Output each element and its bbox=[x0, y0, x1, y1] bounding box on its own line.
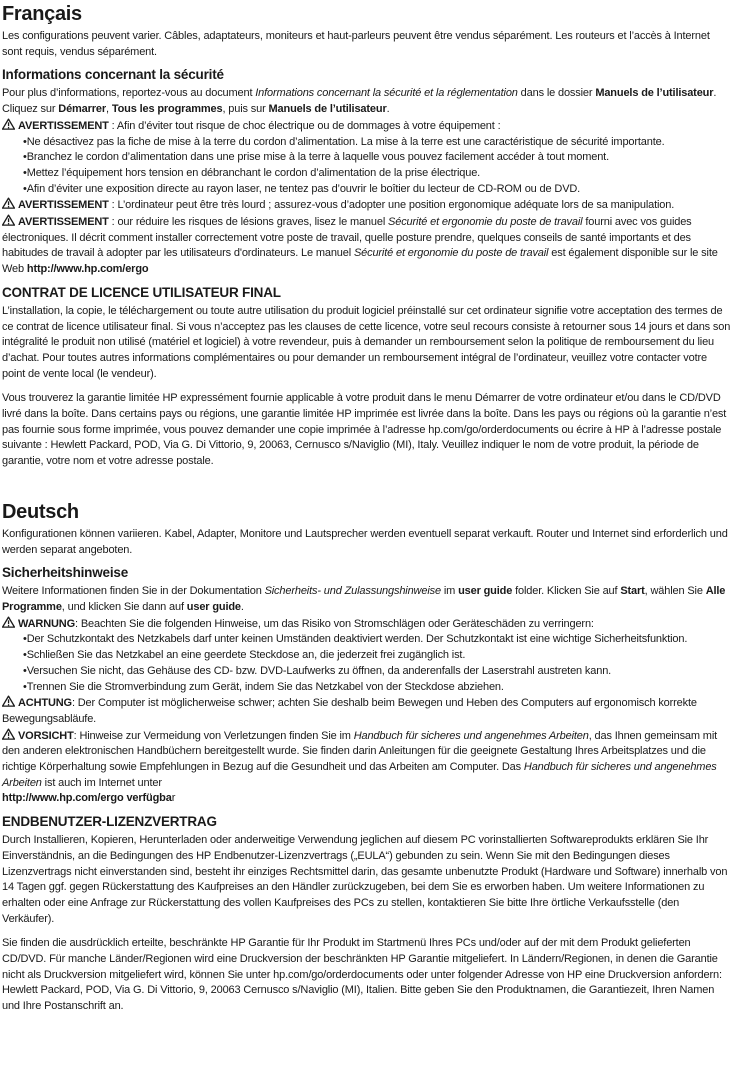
de-warning-1 bbox=[2, 616, 731, 633]
de-safety-doc-title: Sicherheits- und Zulassungshinweise bbox=[264, 585, 441, 598]
fr-warning-1-sep: : bbox=[108, 119, 117, 132]
de-warning-3-text: Hinweise zur Vermeidung von Verletzungen finden Sie im bbox=[79, 729, 354, 742]
de-ergo-manual-title: Handbuch für sicheres und angenehmes Arbeiten bbox=[2, 761, 717, 789]
de-warning-2-label: ACHTUNG bbox=[18, 697, 72, 710]
fr-ergo-url: http://www.hp.com/ergo bbox=[26, 263, 149, 276]
de-eula-heading: ENDBENUTZER-LIZENZVERTRAG bbox=[2, 814, 217, 830]
fr-warning-3-sep: : bbox=[108, 216, 118, 229]
warning-triangle-icon bbox=[2, 118, 15, 130]
fr-warning-3-text: our réduire les risques de lésions graves, lisez le manuel bbox=[117, 216, 389, 229]
section-deutsch bbox=[2, 500, 731, 1015]
fr-safety-text: , bbox=[106, 103, 112, 116]
fr-warning-1-bullet-list bbox=[2, 135, 731, 198]
list-item: • Schließen Sie das Netzkabel an eine geerdete Steckdose an, die jederzeit frei zugänglich ist. bbox=[23, 648, 731, 664]
warning-triangle-icon bbox=[2, 728, 15, 740]
de-warning-2-sep: : bbox=[71, 697, 78, 710]
list-item: • Branchez le cordon d’alimentation dans une prise mise à la terre à laquelle vous pouvez facilement accéder à tout moment. bbox=[23, 150, 731, 166]
warning-triangle-icon bbox=[2, 197, 15, 209]
fr-warning-1-text: Afin d’éviter tout risque de choc électrique ou de dommages à votre équipement : bbox=[116, 119, 501, 132]
language-title-francais: Français bbox=[2, 3, 82, 25]
de-safety-text: , wählen Sie bbox=[644, 585, 706, 598]
de-warning-3-text: r bbox=[171, 792, 176, 805]
language-title-deutsch: Deutsch bbox=[2, 500, 79, 523]
fr-warning-3-text: est également disponible sur le site Web bbox=[2, 247, 718, 276]
de-safety-text: folder. Klicken Sie auf bbox=[512, 585, 621, 598]
de-warranty-paragraph: Sie finden die ausdrücklich erteilte, beschränkte HP Garantie für Ihr Produkt im Startmenü Ihres PCs und/oder auf der mit dem Produkt gelieferten CD/DVD. Für manche Länder/Regionen wird eine Druckversion der beschränkten HP Garantie mitgeliefert. In Ländern/Regionen, in denen die Garantie nicht als Druckversion mitgeliefert wird, können Sie unter hp.com/go/orderdocuments oder unter folgender Adresse von HP eine Druckversion anfordern: Hewlett Packard, POD, Via G. Di Vittorio, 9, 20063 Cernusco s/Naviglio (MI), Italien. Bitte geben Sie den Produktnamen, die Garantiezeit, Ihren Namen und Ihre Postanschrift an. bbox=[2, 937, 722, 1013]
de-safety-intro-paragraph bbox=[2, 584, 731, 615]
fr-eula-paragraph-1: L’installation, la copie, le téléchargement ou toute autre utilisation du produit logiciel préinstallé sur cet ordinateur signifie votre acceptation des termes de ce contrat de licence utilisateur final. Si vous n’acceptez pas les clauses de cette licence, votre seul recours consiste à retourner sous 14 jours et dans son intégralité le produit non utilisé (matériel et logiciel) à votre revendeur, puis à demander un remboursement selon la politique de remboursement du lieu d’achat. Pour toutes autres informations complémentaires ou pour demander un remboursement intégral de l’ordinateur, veuillez votre contacter votre point de vente local (le vendeur). bbox=[2, 304, 731, 380]
section-francais bbox=[2, 2, 731, 470]
fr-warning-3-label: AVERTISSEMENT bbox=[18, 216, 109, 229]
fr-warranty-paragraph: Vous trouverez la garantie limitée HP expressément fournie applicable à votre produit dans le menu Démarrer de votre ordinateur et/ou dans le CD/DVD livré dans la boîte. Dans certains pays ou régions, une garantie limitée HP imprimée est livrée dans la boîte. Dans les pays ou régions où la garantie n’est pas fournie sous forme imprimée, vous pouvez demander une copie imprimée à l’adresse hp.com/go/orderdocuments ou écrire à HP à l’adresse postale suivante : Hewlett Packard, POD, Via G. Di Vittorio, 9, 20063, Cernusco s/Naviglio (MI), Italy. Veuillez indiquer le nom de votre produit, la période de garantie, votre nom et votre adresse postale. bbox=[2, 392, 727, 468]
list-item: • Mettez l’équipement hors tension en débranchant le cordon d’alimentation de la prise électrique. bbox=[23, 166, 731, 182]
de-warning-1-bullet-list bbox=[2, 632, 731, 695]
list-item: • Trennen Sie die Stromverbindung zum Gerät, indem Sie das Netzkabel von der Steckdose abziehen. bbox=[23, 680, 731, 696]
fr-start-label: Démarrer bbox=[58, 103, 107, 116]
warning-triangle-icon bbox=[2, 214, 15, 226]
de-all-programs-label: Alle Programme bbox=[2, 585, 726, 613]
fr-safety-text: , puis sur bbox=[222, 103, 269, 116]
fr-safety-doc-title: Informations concernant la sécurité et la réglementation bbox=[255, 87, 518, 100]
de-user-guide-label: user guide bbox=[458, 585, 513, 598]
fr-all-programs-label: Tous les programmes bbox=[111, 103, 223, 116]
de-warning-1-text: Beachten Sie die folgenden Hinweise, um das Risiko von Stromschlägen oder Geräteschäden zu verringern: bbox=[80, 617, 594, 630]
de-warning-3-sep: : bbox=[73, 729, 80, 742]
fr-safety-text: . Cliquez sur bbox=[2, 87, 717, 116]
fr-safety-intro-paragraph bbox=[2, 86, 731, 117]
list-item: • Versuchen Sie nicht, das Gehäuse des CD- bzw. DVD-Laufwerks zu öffnen, da anderenfalls der Laserstrahl austreten kann. bbox=[23, 664, 731, 680]
de-user-guide-label: user guide bbox=[186, 600, 241, 613]
list-item: • Afin d’éviter une exposition directe au rayon laser, ne tentez pas d’ouvrir le boîtier du lecteur de CD-ROM ou de DVD. bbox=[23, 182, 731, 198]
fr-warning-1-label: AVERTISSEMENT bbox=[18, 119, 109, 132]
warning-triangle-icon bbox=[2, 695, 15, 707]
fr-user-manuals-label: Manuels de l’utilisateur bbox=[268, 103, 387, 116]
de-eula-paragraph-1: Durch Installieren, Kopieren, Herunterladen oder anderweitige Verwendung jeglichen auf diesem PC vorinstallierten Softwareprodukts erklären Sie Ihr Einverständnis, an die Bedingungen des HP Endbenutzer-Lizenzvertrags („EULA“) gebunden zu sein. Wenn Sie mit den Bedingungen dieses Lizenzvertrags nicht einverstanden sind, besteht ihr einziges Rechtsmittel darin, das gesamte unbenutzte Produkt (Hardware und Software) innerhalb von 14 Tagen ggf. gegen Rückerstattung des Kaufpreises an den Händler zurückzugeben, bei dem Sie es erworben haben. Um weitere Informationen zu erhalten oder eine Anfrage zur Rückerstattung des vollen Kaufpreises des PCs zu stellen, kontaktieren Sie bitte Ihre örtliche Verkaufsstelle (den Verkäufer). bbox=[2, 834, 728, 925]
fr-warning-2-sep: : bbox=[108, 199, 118, 212]
list-item: • Ne désactivez pas la fiche de mise à la terre du cordon d’alimentation. La mise à la terre est une caractéristique de sécurité importante. bbox=[23, 135, 731, 151]
fr-warning-2-text: L’ordinateur peut être très lourd ; assurez-vous d’adopter une position ergonomique adéquate lors de sa manipulation. bbox=[117, 199, 675, 212]
fr-eula-heading: CONTRAT DE LICENCE UTILISATEUR FINAL bbox=[2, 284, 281, 300]
warning-triangle-icon bbox=[2, 616, 15, 628]
de-warning-3 bbox=[2, 728, 731, 808]
fr-warning-3-text: fourni avec vos guides électroniques. Il décrit comment installer correctement votre poste de travail, quelle posture prendre, quelques conseils de santé importants et des habitudes de travail à adopter par les utilisateurs d'ordinateurs. Le manuel bbox=[2, 216, 692, 260]
de-config-paragraph: Konfigurationen können variieren. Kabel, Adapter, Monitore und Lautsprecher werden eventuell separat verkauft. Router und Internet sind erforderlich und werden separat angeboten. bbox=[2, 527, 728, 556]
de-warning-3-label: VORSICHT bbox=[18, 729, 74, 742]
de-safety-heading: Sicherheitshinweise bbox=[2, 565, 128, 581]
fr-ergo-manual-title: Sécurité et ergonomie du poste de travail bbox=[388, 216, 583, 229]
fr-config-paragraph: Les configurations peuvent varier. Câbles, adaptateurs, moniteurs et haut-parleurs peuvent être vendus séparément. Les routeurs et l’accès à Internet sont requis, vendus séparément. bbox=[2, 30, 710, 58]
de-ergo-manual-title: Handbuch für sicheres und angenehmes Arbeiten bbox=[353, 729, 589, 742]
fr-safety-text: Pour plus d’informations, reportez-vous au document bbox=[2, 87, 256, 100]
de-warning-3-text: ist auch im Internet unter bbox=[41, 776, 162, 789]
fr-warning-2-label: AVERTISSEMENT bbox=[18, 199, 109, 212]
de-warning-2 bbox=[2, 695, 731, 727]
de-safety-text: , und klicken Sie dann auf bbox=[61, 600, 187, 613]
fr-warning-1 bbox=[2, 118, 731, 135]
fr-safety-heading: Informations concernant la sécurité bbox=[2, 67, 224, 83]
fr-safety-text: dans le dossier bbox=[517, 87, 596, 100]
de-safety-text: Weitere Informationen finden Sie in der Dokumentation bbox=[2, 585, 265, 598]
fr-user-manuals-label: Manuels de l’utilisateur bbox=[595, 87, 714, 100]
fr-warning-2 bbox=[2, 197, 731, 214]
de-warning-1-label: WARNUNG bbox=[18, 617, 76, 630]
de-safety-text: im bbox=[440, 585, 459, 598]
de-warning-1-sep: : bbox=[75, 617, 81, 630]
de-ergo-url: http://www.hp.com/ergo verfügba bbox=[2, 792, 172, 805]
de-safety-text: . bbox=[240, 600, 244, 613]
de-warning-2-text: Der Computer ist möglicherweise schwer; achten Sie deshalb beim Bewegen und Heben des Computers auf ergonomisch korrekte Bewegungsabläufe. bbox=[2, 697, 697, 725]
fr-ergo-manual-title: Sécurité et ergonomie du poste de travail bbox=[353, 247, 549, 260]
de-warning-3-text: , das Ihnen gemeinsam mit den anderen elektronischen Handbüchern bereitgestellt wurde. Sie finden darin Anleitungen für die geeignete Gestaltung Ihres Arbeitsplatzes und die richtige Körperhaltung sowie Empfehlungen in Bezug auf die Gesundheit und das Arbeiten am Computer. Das bbox=[2, 729, 718, 774]
list-item: • Der Schutzkontakt des Netzkabels darf unter keinen Umständen deaktiviert werden. Der Schutzkontakt ist eine wichtige Sicherheitsfunktion. bbox=[23, 632, 731, 648]
fr-safety-text: . bbox=[386, 103, 390, 116]
fr-warning-3 bbox=[2, 214, 731, 278]
de-start-label: Start bbox=[620, 585, 645, 598]
